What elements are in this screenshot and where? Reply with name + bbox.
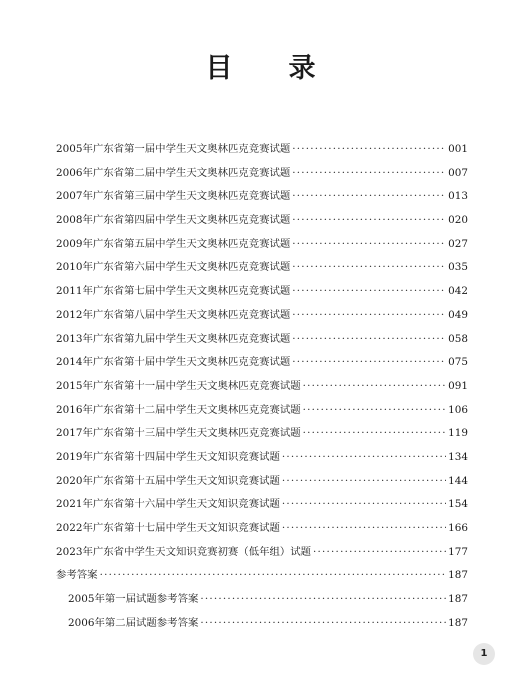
dot-leader (303, 375, 447, 399)
dot-leader (282, 517, 446, 541)
toc-entry-label: 2005年广东省第一届中学生天文奥林匹克竞赛试题 (56, 143, 291, 155)
dot-leader (292, 256, 446, 280)
toc-entry[interactable] (56, 470, 468, 494)
toc-title-char-2: 录 (288, 53, 316, 84)
toc-entry[interactable] (56, 351, 468, 375)
dot-leader (292, 233, 446, 257)
toc-entry-page: 106 (448, 403, 468, 416)
toc-entry-label: 2009年广东省第五届中学生天文奥林匹克竞赛试题 (56, 237, 291, 250)
toc-entry-label: 2005年第一届试题参考答案 (68, 593, 199, 606)
toc-entry[interactable] (56, 256, 468, 280)
dot-leader (292, 162, 446, 186)
toc-entry-page: 166 (448, 522, 468, 534)
toc-entry[interactable] (56, 328, 468, 352)
dot-leader (282, 470, 446, 494)
toc-entry-label: 2006年广东省第二届中学生天文奥林匹克竞赛试题 (56, 166, 291, 179)
toc-entry-label: 2023年广东省中学生天文知识竞赛初赛（低年组）试题 (56, 545, 312, 558)
toc-entry[interactable] (56, 280, 468, 304)
toc-entry-label: 2014年广东省第十届中学生天文奥林匹克竞赛试题 (56, 356, 291, 369)
dot-leader (292, 209, 446, 233)
table-of-contents (56, 138, 468, 635)
toc-entry-label: 2022年广东省第十七届中学生天文知识竞赛试题 (56, 522, 280, 534)
toc-entry[interactable] (56, 564, 468, 588)
toc-entry-page: 119 (448, 427, 468, 440)
toc-entry-label: 2006年第二届试题参考答案 (68, 616, 199, 629)
toc-entry[interactable] (56, 446, 468, 470)
toc-entry-label: 2012年广东省第八届中学生天文奥林匹克竞赛试题 (56, 308, 291, 321)
toc-entry-label: 2021年广东省第十六届中学生天文知识竞赛试题 (56, 498, 280, 511)
toc-entry-page: 013 (448, 190, 468, 203)
toc-entry-label: 2015年广东省第十一届中学生天文奥林匹克竞赛试题 (56, 379, 301, 392)
toc-entry[interactable] (56, 209, 468, 233)
toc-entry-page: 144 (448, 474, 468, 487)
toc-entry-page: 134 (448, 450, 468, 463)
dot-leader (282, 493, 446, 517)
toc-subentry[interactable] (56, 612, 468, 636)
toc-entry-label: 2010年广东省第六届中学生天文奥林匹克竞赛试题 (56, 261, 291, 274)
toc-entry-page: 020 (448, 214, 468, 227)
dot-leader (200, 612, 446, 636)
toc-entry[interactable] (56, 233, 468, 257)
toc-entry[interactable] (56, 517, 468, 541)
toc-entry[interactable] (56, 541, 468, 565)
toc-entry[interactable] (56, 422, 468, 446)
page-number-badge: 1 (473, 643, 495, 665)
toc-subentry[interactable] (56, 588, 468, 612)
dot-leader (292, 328, 446, 352)
toc-entry-page: 187 (448, 593, 468, 606)
dot-leader (303, 399, 447, 423)
toc-entry-label: 2011年广东省第七届中学生天文奥林匹克竞赛试题 (56, 285, 291, 298)
toc-entry-page: 154 (448, 498, 468, 511)
toc-entry[interactable] (56, 399, 468, 423)
toc-entry[interactable] (56, 493, 468, 517)
dot-leader (200, 588, 446, 612)
toc-entry-page: 187 (448, 569, 468, 582)
dot-leader (313, 541, 446, 565)
toc-entry-page: 091 (448, 379, 468, 392)
toc-entry-page: 027 (448, 237, 468, 250)
toc-entry-page: 007 (448, 166, 468, 179)
dot-leader (292, 185, 446, 209)
toc-entry-page: 049 (448, 308, 468, 321)
toc-entry-label: 2016年广东省第十二届中学生天文奥林匹克竞赛试题 (56, 403, 301, 416)
toc-entry-page: 075 (448, 356, 468, 369)
toc-title (0, 46, 521, 85)
toc-entry-page: 058 (448, 332, 468, 345)
toc-entry[interactable] (56, 162, 468, 186)
toc-entry-label: 2008年广东省第四届中学生天文奥林匹克竞赛试题 (56, 214, 291, 227)
toc-entry-label: 参考答案 (56, 569, 98, 582)
toc-entry-page: 001 (448, 143, 468, 155)
dot-leader (292, 304, 446, 328)
dot-leader (292, 138, 446, 162)
dot-leader (100, 564, 447, 588)
toc-entry-page: 177 (448, 545, 468, 558)
toc-entry-page: 035 (448, 261, 468, 274)
toc-entry-label: 2017年广东省第十三届中学生天文奥林匹克竞赛试题 (56, 427, 301, 440)
toc-entry-label: 2013年广东省第九届中学生天文奥林匹克竞赛试题 (56, 332, 291, 345)
toc-entry-label: 2007年广东省第三届中学生天文奥林匹克竞赛试题 (56, 190, 291, 203)
toc-entry-label: 2019年广东省第十四届中学生天文知识竞赛试题 (56, 450, 280, 463)
dot-leader (292, 280, 446, 304)
dot-leader (303, 422, 447, 446)
toc-entry-page: 187 (448, 616, 468, 629)
toc-title-char-1: 目 (205, 53, 233, 84)
toc-entry[interactable] (56, 185, 468, 209)
toc-entry[interactable] (56, 375, 468, 399)
toc-entry-page: 042 (448, 285, 468, 298)
dot-leader (282, 446, 446, 470)
toc-entry[interactable] (56, 138, 468, 162)
toc-entry-label: 2020年广东省第十五届中学生天文知识竞赛试题 (56, 474, 280, 487)
toc-entry[interactable] (56, 304, 468, 328)
dot-leader (292, 351, 446, 375)
